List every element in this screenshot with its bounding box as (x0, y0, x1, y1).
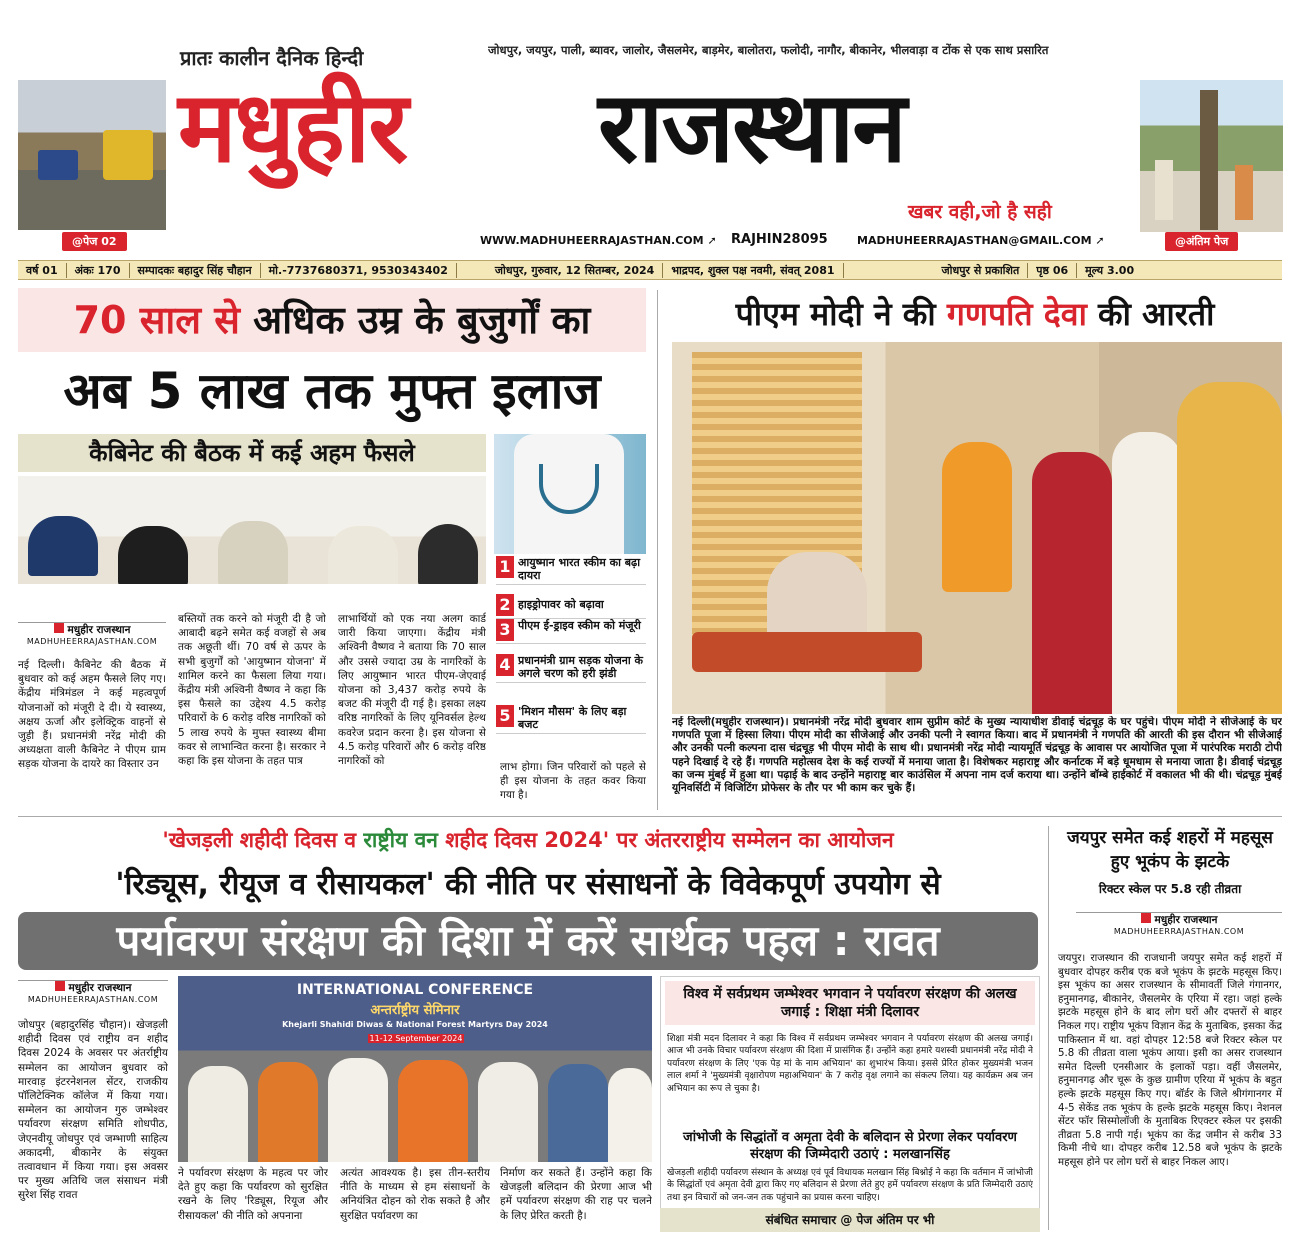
column-divider-2 (1048, 826, 1049, 1230)
byline-marker-icon (1141, 913, 1151, 923)
point-5[interactable]: 5 'मिशन मौसम' के लिए बड़ा बजट (496, 705, 646, 734)
env-kicker[interactable]: 'खेजड़ली शहीदी दिवस व राष्ट्रीय वन शहीद दिवस 2024' पर अंतरराष्ट्रीय सम्मेलन का आयोजन (162, 828, 894, 852)
left-masthead-photo[interactable] (18, 80, 166, 230)
quake-text: जयपुर। राजस्थान की राजधानी जयपुर समेत कई शहरों में बुधवार दोपहर करीब एक बजे भूकंप के झटके महसूस किए। इस भूकंप का असर राजस्थान के सीमावर्ती जिले गंगानगर, हनुमानगढ़, बीकानेर, जैसलमेर के एरिया में रहा। जहां हल्के झटके महसूस होने के बाद लोग घरों और दफ्तरों से बाहर निकल गए। राष्ट्रीय भूकंप विज्ञान केंद्र के मुताबिक, इसका केंद्र पाकिस्तान में था. वहां दोपहर 12:58 बजे रिक्टर स्केल पर 5.8 की तीव्रता वाला भूकंप आया। इसी का असर राजस्थान समेत दिल्ली एनसीआर के इलाकों पड़ा। वहीं जैसलमेर, हनुमानगढ़ और चूरू के कुछ ग्रामीण एरिया में भूकंप के बहुत हल्के झटके महसूस किए गए। बॉर्डर के जिले श्रीगंगानगर में 4-5 सेकेंड तक भूकंप के हल्के झटके महसूस किए। नेशनल सेंटर फॉर सिस्मोलॉजी के मुताबिक रिएक्टर स्केल पर इसकी तीव्रता 5.8 नापी गई। भूकंप का केंद्र जमीन से करीब 33 किमी नीचे था। दोपहर करीब 12.58 बजे भूकंप के झटके महसूस होने पर लोग घरों से बाहर निकल आए। (1058, 953, 1282, 1168)
env-column-4: निर्माण कर सकते हैं। उन्होंने कहा कि खेजड़ली बलिदान की प्रेरणा आज भी हमें पर्यावरण संरक्षण की राह पर चलने के लिए प्रेरित करती है। (500, 1167, 652, 1222)
right-photo-label[interactable]: @अंतिम पेज (1165, 232, 1238, 251)
lead-byline: मधुहीर राजस्थान MADHUHEERRAJASTHAN.COM (18, 622, 166, 646)
photo-banner-title: INTERNATIONAL CONFERENCE (296, 982, 534, 998)
quake-subhead: रिक्टर स्केल पर 5.8 रही तीव्रता (1098, 882, 1242, 896)
env-headline-2[interactable]: पर्यावरण संरक्षण की दिशा में करें सार्थक पहल : रावत (18, 912, 1038, 970)
section-divider (18, 816, 1282, 817)
env-side-text-2: खेजड़ली शहीदी पर्यावरण संस्थान के अध्यक्ष एवं पूर्व विधायक मलखान सिंह बिश्नोई ने कहा कि वर्तमान में जांभोजी के सिद्धांतों एवं अमृता देवी द्वारा किए गए बलिदान से प्रेरणा लेते हुए हमें पर्यावरण संरक्षण के प्रति जिम्मेदारी उठाएं तथा इन विचारों को जन-जन तक पहुंचाने का प्रयास करना चाहिए। (667, 1168, 1033, 1203)
env-side-text: शिक्षा मंत्री मदन दिलावर ने कहा कि विश्व में सर्वप्रथम जम्भेश्वर भगवान ने पर्यावरण संरक्षण की अलख जगाई। आज भी उनके विचार पर्यावरण संरक्षण की दिशा में प्रासंगिक हैं। उन्होंने कहा हमारे यशस्वी प्रधानमंत्री नरेंद्र मोदी ने पर्यावरण संरक्षण के लिए 'एक पेड़ मां के नाम अभियान' का शुभारंभ किया। इससे प्रेरित होकर मुख्यमंत्री भजन लाल शर्मा ने 'मुख्यमंत्री वृक्षारोपण महाअभियान' के 7 करोड़ वृक्ष लगाने का संकल्प लिया। यह कार्यक्रम अब जन अभियान का रूप ले चुका है। (667, 1034, 1033, 1094)
registration-number: RAJHIN28095 (731, 232, 828, 247)
env-side-headline[interactable]: विश्व में सर्वप्रथम जम्भेश्वर भगवान ने पर्यावरण संरक्षण की अलख जगाई : शिक्षा मंत्री दिलावर (665, 981, 1035, 1025)
column-divider (657, 290, 658, 810)
date-info: जोधपुर, गुरुवार, 12 सितम्बर, 2024 (487, 263, 663, 278)
point-3[interactable]: 3 पीएम ई-ड्राइव स्कीम को मंजूरी (496, 619, 646, 644)
masthead-slogan: खबर वही,जो है सही (908, 201, 1052, 223)
masthead-name-part2: राजस्थान (598, 71, 905, 185)
year-info: वर्ष 01 (18, 263, 67, 278)
editor-info: सम्पादकः बहादुर सिंह चौहान (130, 263, 261, 278)
point-1[interactable]: 1 आयुष्मान भारत स्कीम का बढ़ा दायरा (496, 556, 646, 585)
edition-info-bar (18, 260, 1282, 280)
photo-banner-subtitle: अन्तर्राष्ट्रीय सेमिनार (370, 1003, 460, 1018)
email-link[interactable]: MADHUHEERRAJASTHAN@GMAIL.COM ➚ (857, 234, 1105, 247)
masthead-tagline: प्रातः कालीन दैनिक हिन्दी (180, 46, 364, 70)
cabinet-photo[interactable] (18, 476, 486, 611)
page-info: पृष्ठ 06 (1028, 263, 1077, 278)
env-column-3: अत्यंत आवश्यक है। इस तीन-स्तरीय नीति के माध्यम से हम संसाधनों के अनियंत्रित दोहन को रोक सकते है और सुरक्षित पर्यावरण का (340, 1167, 490, 1222)
lead-column-1: नई दिल्ली। कैबिनेट की बैठक में बुधवार को कई अहम फैसले लिए गए। केंद्रीय मंत्रिमंडल ने कई महत्वपूर्ण योजनाओं को मंजूरी दे दी। ये स्वास्थ्य, अक्षय ऊर्जा और इलेक्ट्रिक वाहनों से जुड़ी हैं। प्रधानमंत्री नरेंद्र मोदी की अध्यक्षता वाली कैबिनेट ने पीएम ग्राम सड़क योजना के दायरे का विस्तार उन (18, 659, 166, 771)
issue-info: अंकः 170 (67, 263, 130, 278)
mobile-info: मो.-7737680371, 9530343402 (261, 263, 457, 278)
point-4[interactable]: 4 प्रधानमंत्री ग्राम सड़क योजना के अगले चरण को हरी झंडी (496, 654, 646, 683)
cursor-icon: ➚ (707, 234, 717, 247)
quake-byline: मधुहीर राजस्थान MADHUHEERRAJASTHAN.COM (1076, 912, 1282, 936)
lead-headline-2[interactable]: अब 5 लाख तक मुफ्त इलाज (63, 362, 601, 420)
quake-headline[interactable]: जयपुर समेत कई शहरों में महसूस हुए भूकंप के झटके (1067, 828, 1273, 872)
byline-marker-icon (55, 981, 65, 991)
price-info: मूल्य 3.00 (1085, 263, 1135, 277)
conference-photo[interactable] (178, 976, 652, 1162)
published-info: जोधपुर से प्रकाशित (934, 263, 1029, 278)
env-side-headline-2[interactable]: जांभोजी के सिद्धांतों व अमृता देवी के बलिदान से प्रेरणा लेकर पर्यावरण संरक्षण की जिम्मेदारी उठाएं : मलखानसिंह (683, 1130, 1017, 1162)
byline-marker-icon (54, 623, 64, 633)
photo-banner-event: Khejarli Shahidi Diwas & National Forest Martyrs Day 2024 (282, 1020, 548, 1029)
masthead-name-part1: मधुहीर (178, 71, 407, 185)
hindi-date-info: भाद्रपद, शुक्ल पक्ष नवमी, संवत् 2081 (663, 263, 843, 278)
related-news-link[interactable]: संबंधित समाचार @ पेज अंतिम पर भी (660, 1208, 1040, 1232)
lead-column-3: लाभार्थियों को एक नया अलग कार्ड जारी किया जाएगा। केंद्रीय मंत्री अश्विनी वैष्णव ने बताया कि 70 साल और उससे ज्यादा उम्र के नागरिकों के लिए आयुष्मान भारत पीएम-जेएवाई योजना को 3,437 करोड़ रुपये के बजट की मंजूरी दी गई है। इसका लक्ष्य वरिष्ठ नागरिकों के लिए यूनिवर्सल हेल्थ कवरेज प्रदान करना है। इस योजना से 4.5 करोड़ परिवारों और 6 करोड़ वरिष्ठ नागरिकों को (338, 613, 486, 768)
modi-headline[interactable]: पीएम मोदी ने की गणपति देवा की आरती (735, 295, 1215, 333)
env-byline: मधुहीर राजस्थान MADHUHEERRAJASTHAN.COM (18, 980, 168, 1004)
env-headline-1[interactable]: 'रिड्यूस, रीयूज व रीसायकल' की नीति पर संसाधनों के विवेकपूर्ण उपयोग से (115, 867, 941, 902)
ganpati-puja-photo[interactable] (672, 342, 1282, 714)
env-column-2: ने पर्यावरण संरक्षण के महत्व पर जोर देते हुए कहा कि पर्यावरण को सुरक्षित रखने के लिए 'रिड्यूस, रियूज और रीसायकल' की नीति को अपनाना (178, 1167, 328, 1222)
lead-column-2: बस्तियों तक करने को मंजूरी दी है जो आबादी बढ़ने समेत कई वजहों से अब तक अछूती थीं। 70 वर्ष से ऊपर के सभी बुजुर्गों को 'आयुष्मान योजना' में शामिल करने का फैसला लिया गया। केंद्रीय मंत्री अश्विनी वैष्णव ने कहा कि इस फैसले का उद्देश्य 4.5 करोड़ परिवारों के 6 करोड़ वरिष्ठ नागरिकों को 5 लाख रुपये के मुफ्त स्वास्थ्य बीमा कवर से लाभान्वित करना है। सरकार ने कहा कि इस योजना के तहत पात्र (178, 613, 326, 768)
lead-headline[interactable]: 70 साल से अधिक उम्र के बुजुर्गों का (18, 288, 646, 352)
right-masthead-photo[interactable] (1140, 80, 1283, 232)
lead-subhead: कैबिनेट की बैठक में कई अहम फैसले (18, 434, 486, 472)
cursor-icon: ➚ (1095, 234, 1105, 247)
photo-banner-date: 11-12 September 2024 (369, 1034, 463, 1043)
lead-column-4: लाभ होगा। जिन परिवारों को पहले से ही इस योजना के तहत कवर किया गया है। (500, 761, 646, 802)
modi-caption: नई दिल्ली(मधुहीर राजस्थान)। प्रधानमंत्री नरेंद्र मोदी बुधवार शाम सुप्रीम कोर्ट के मुख्य न्यायाधीश डीवाई चंद्रचूड़ के घर पहुंचे। पीएम मोदी ने सीजेआई के घर गणपति पूजा में हिस्सा लिया। पीएम मोदी का सीजेआई और उनकी पत्नी ने स्वागत किया। बाद में प्रधानमंत्री ने गणपति की आरती की इस दौरान भी सीजेआई और उनकी पत्नी कल्पना दास चंद्रचूड़ भी पीएम मोदी के साथ थी। प्रधानमंत्री नरेंद्र मोदी न्यायमूर्ति चंद्रचूड़ के आवास पर आयोजित पूजा में पारंपरिक मराठी टोपी पहने दिखाई दे रहे हैं। गणपति महोत्सव देश के कई राज्यों में मनाया जाता है। विशेषकर महाराष्ट्र और कर्नाटक में बड़े धूमधाम से मनाया जाता है। डीवाई चंद्रचूड़ का जन्म मुंबई में हुआ था। पढ़ाई के बाद उन्होंने महाराष्ट्र बार काउंसिल में अपना नाम दर्ज कराया था। उन्होंने बॉम्बे हाईकोर्ट में वकालत भी की थी। चंद्रचूड़ मुंबई यूनिवर्सिटी में विजिटिंग प्रोफेसर के तौर पर भी काम कर चुके हैं। (672, 716, 1282, 795)
website-link[interactable]: WWW.MADHUHEERRAJASTHAN.COM ➚ (480, 234, 717, 247)
doctor-photo[interactable] (494, 434, 646, 554)
left-photo-label[interactable]: @पेज 02 (62, 232, 127, 251)
masthead-editions: जोधपुर, जयपुर, पाली, ब्यावर, जालोर, जैसलमेर, बाड़मेर, बालोतरा, फलोदी, नागौर, बीकानेर, भीलवाड़ा व टोंक से एक साथ प्रसारित (488, 43, 1049, 57)
env-column-1: जोधपुर (बहादुरसिंह चौहान)। खेजड़ली शहीदी दिवस एवं राष्ट्रीय वन शहीद दिवस 2024 के अवसर पर अंतर्राष्ट्रीय सम्मेलन का आयोजन बुधवार को मारवाड़ इंटरनेशनल सेंटर, राजकीय पॉलिटेक्निक कॉलेज में किया गया। सम्मेलन का आयोजन गुरु जम्भेश्वर पर्यावरण संरक्षण समिति शोधपीठ, जेएनवीयू जोधपुर एवं जम्भाणी साहित्य अकादमी, बीकानेर के संयुक्त तत्वावधान में किया गया। इस अवसर पर मुख्य अतिथि जल संसाधन मंत्री सुरेश सिंह रावत (18, 1019, 168, 1202)
env-side-box (660, 976, 1040, 1230)
point-2[interactable]: 2 हाइड्रोपावर को बढ़ावा (496, 594, 646, 619)
